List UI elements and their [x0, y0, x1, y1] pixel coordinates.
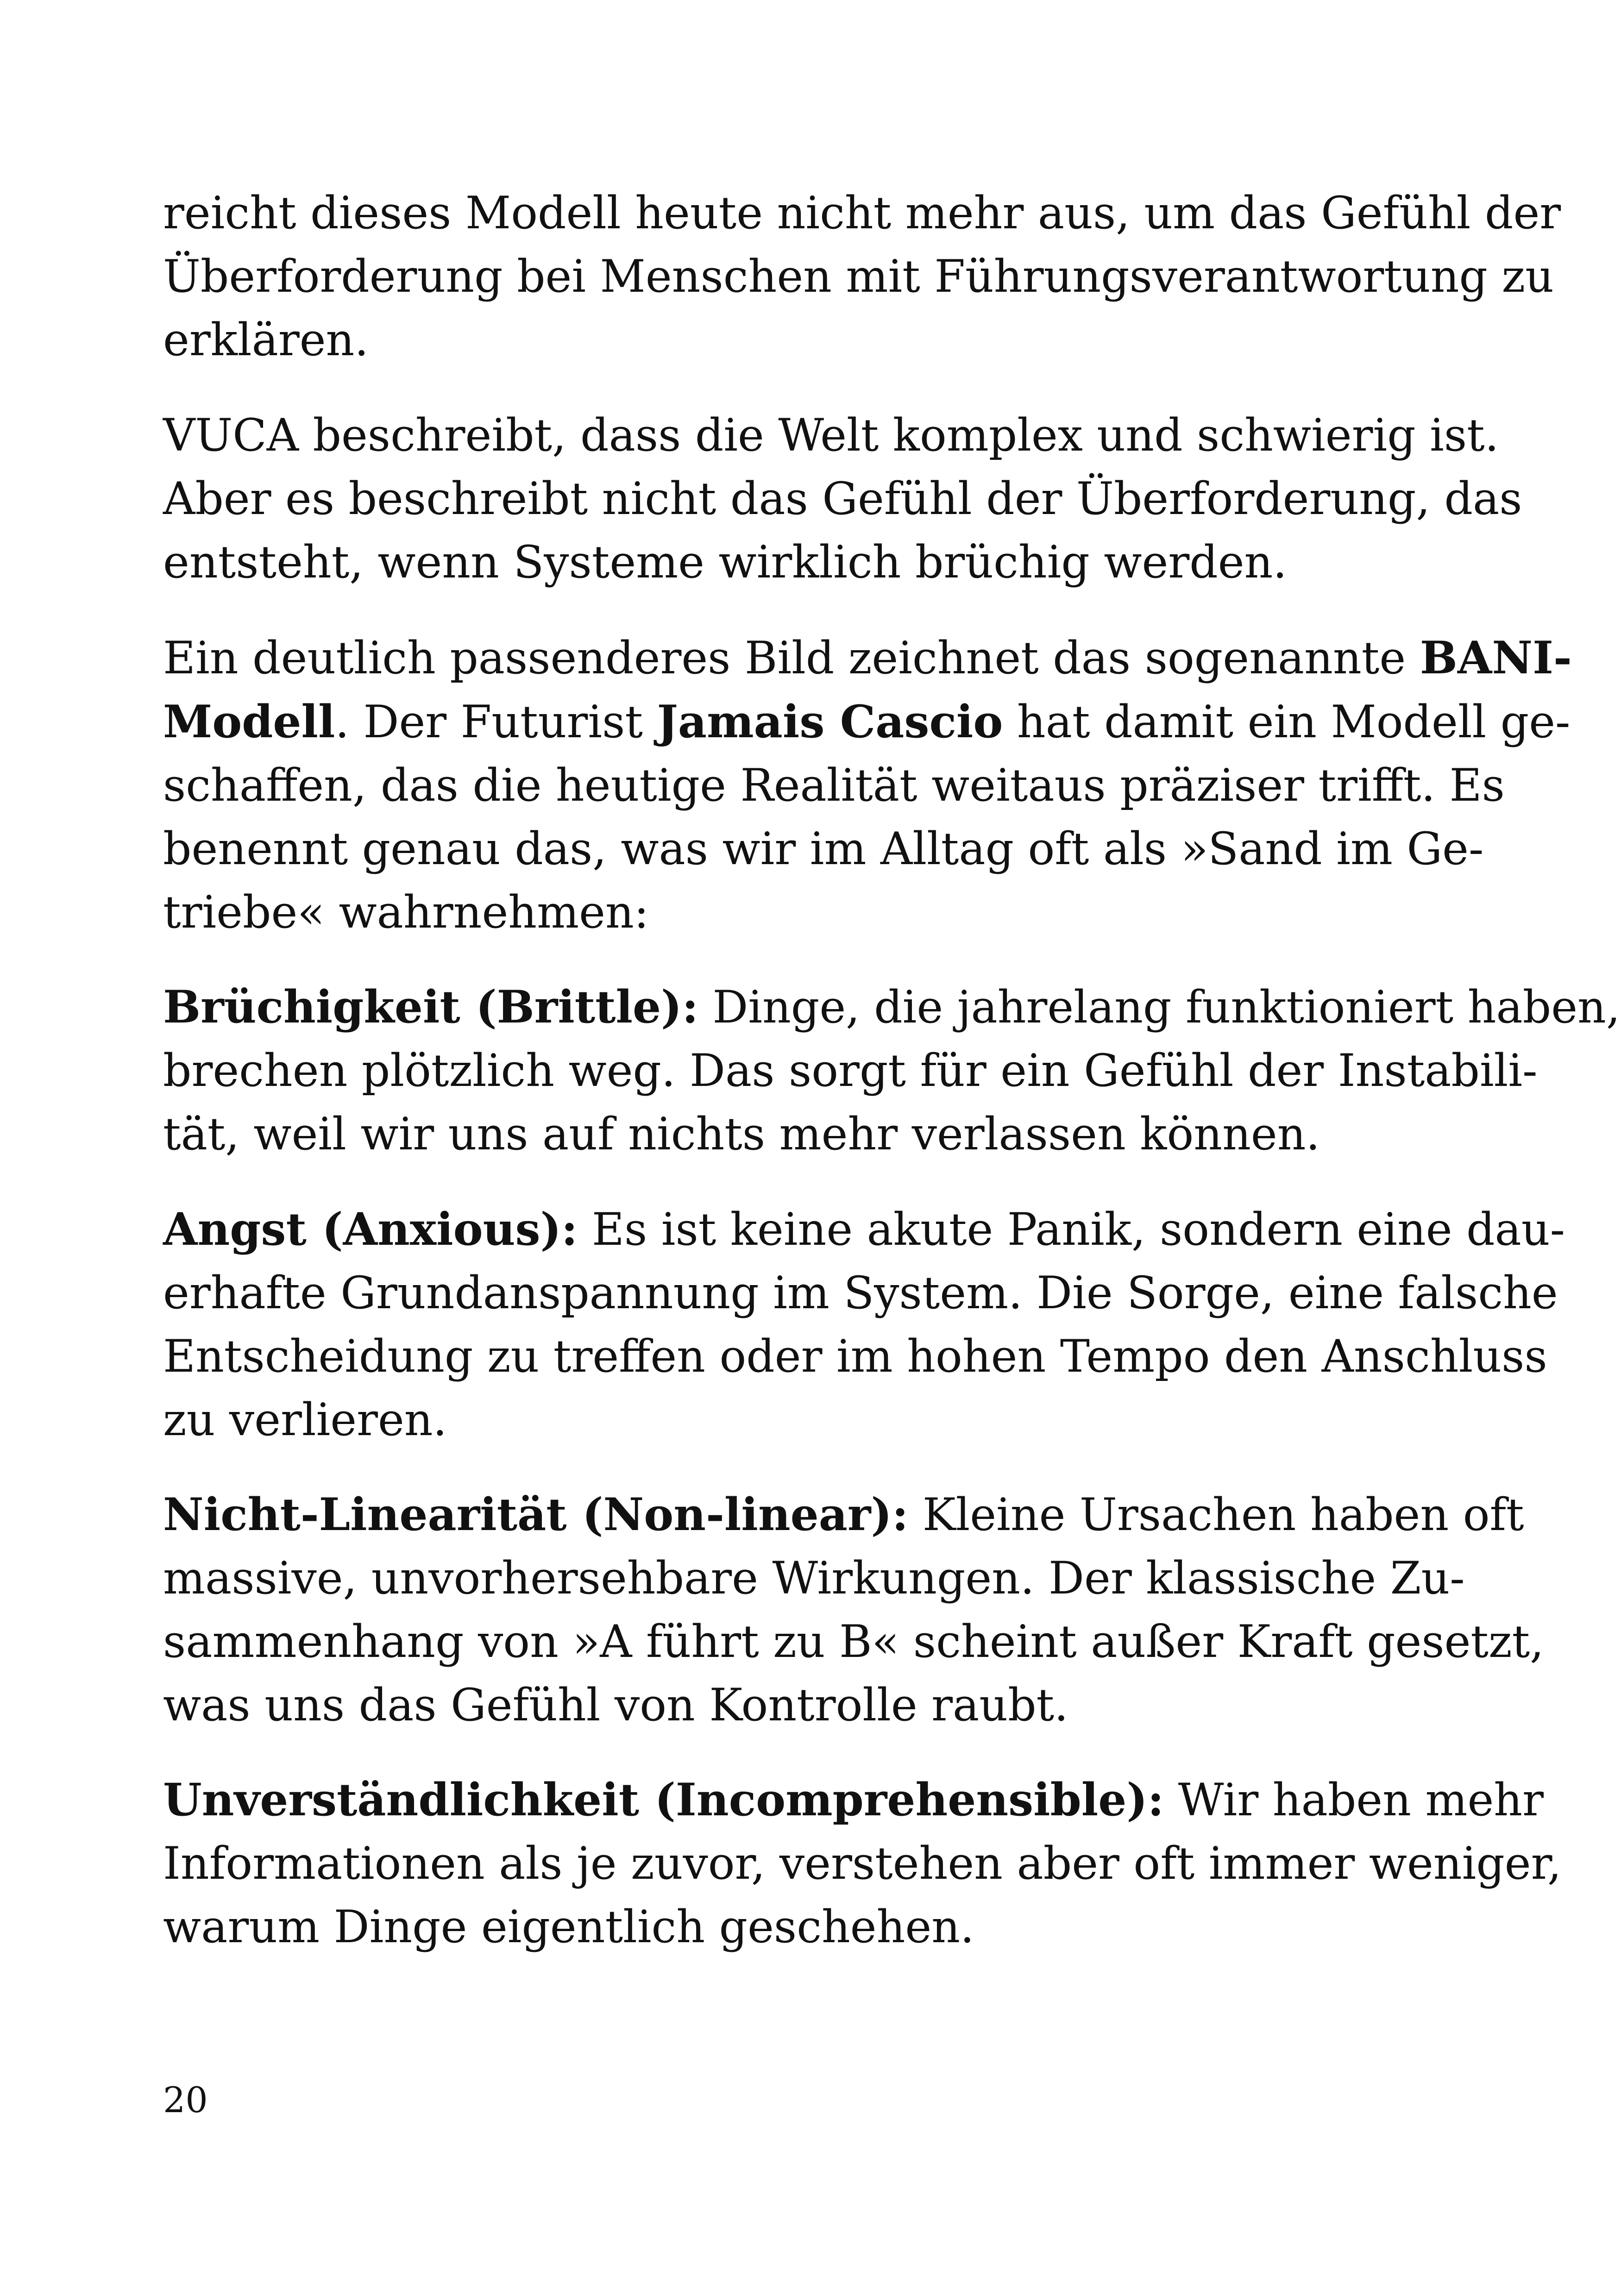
text-line	[163, 1483, 1524, 1547]
text-line	[163, 1388, 1443, 1452]
text-line	[163, 1895, 1443, 1959]
text-line	[163, 1768, 1544, 1832]
text-line	[163, 1261, 1558, 1325]
bold-term: Brüchigkeit (Brittle):	[163, 981, 698, 1033]
text-line	[163, 467, 1522, 531]
bold-term: Modell	[163, 696, 335, 748]
bold-term: Unverständlichkeit (Incomprehensible):	[163, 1774, 1164, 1826]
text-run: erklären.	[163, 314, 369, 366]
text-line	[163, 690, 1571, 754]
text-run: Aber es beschreibt nicht das Gefühl der Überforderung, das	[163, 473, 1522, 525]
text-run: sammenhang von »A führt zu B« scheint außer Kraft gesetzt,	[163, 1616, 1544, 1668]
text-line	[163, 1674, 1443, 1737]
page-number: 20	[163, 2079, 208, 2120]
text-run: brechen plötzlich weg. Das sorgt für ein Gefühl der Instabili-	[163, 1045, 1538, 1097]
text-line	[163, 1039, 1538, 1103]
text-line	[163, 531, 1443, 594]
text-run: Es ist keine akute Panik, sondern eine dau-	[578, 1204, 1565, 1255]
text-run: Dinge, die jahrelang funktioniert haben,	[698, 981, 1621, 1033]
text-run: was uns das Gefühl von Kontrolle raubt.	[163, 1679, 1068, 1731]
text-line	[163, 1103, 1443, 1166]
text-run: zu verlieren.	[163, 1394, 447, 1446]
text-line	[163, 1610, 1544, 1674]
bold-term: Jamais Cascio	[657, 696, 1003, 748]
text-line	[163, 182, 1561, 245]
text-run: Wir haben mehr	[1164, 1774, 1544, 1826]
text-line	[163, 404, 1499, 467]
text-run: Ein deutlich passenderes Bild zeichnet das sogenannte	[163, 632, 1420, 684]
paragraph-brittle	[163, 975, 1621, 1166]
text-line	[163, 1547, 1465, 1610]
text-line	[163, 975, 1621, 1039]
text-line	[163, 817, 1484, 881]
text-run: . Der Futurist	[335, 696, 657, 748]
paragraph-anxious	[163, 1198, 1565, 1452]
text-run: entsteht, wenn Systeme wirklich brüchig werden.	[163, 536, 1287, 588]
text-run: Informationen als je zuvor, verstehen aber oft immer weniger,	[163, 1838, 1562, 1889]
text-run: warum Dinge eigentlich geschehen.	[163, 1901, 974, 1953]
bold-term: Nicht-Linearität (Non-linear):	[163, 1488, 909, 1541]
text-line	[163, 626, 1572, 690]
text-line	[163, 1832, 1562, 1895]
text-line	[163, 1325, 1547, 1388]
text-line	[163, 754, 1505, 817]
text-run: Kleine Ursachen haben oft	[908, 1489, 1524, 1541]
paragraph-incomprehensible	[163, 1768, 1562, 1959]
text-run: reicht dieses Modell heute nicht mehr aus, um das Gefühl der	[163, 187, 1561, 239]
bold-term: Angst (Anxious):	[163, 1203, 578, 1255]
paragraph-bani-intro	[163, 626, 1572, 944]
text-run: triebe« wahrnehmen:	[163, 886, 649, 938]
bold-term: BANI-	[1420, 632, 1572, 684]
text-line	[163, 245, 1554, 308]
text-run: hat damit ein Modell ge-	[1003, 696, 1571, 748]
text-run: massive, unvorhersehbare Wirkungen. Der klassische Zu-	[163, 1552, 1465, 1604]
text-run: VUCA beschreibt, dass die Welt komplex und schwierig ist.	[163, 409, 1499, 461]
text-run: Entscheidung zu treffen oder im hohen Tempo den Anschluss	[163, 1330, 1547, 1382]
text-run: benennt genau das, was wir im Alltag oft als »Sand im Ge-	[163, 823, 1484, 875]
paragraph-nonlinear	[163, 1483, 1544, 1737]
text-run: tät, weil wir uns auf nichts mehr verlassen können.	[163, 1108, 1320, 1160]
text-run: Überforderung bei Menschen mit Führungsverantwortung zu	[163, 251, 1554, 302]
paragraph-1	[163, 182, 1561, 372]
text-line	[163, 308, 1443, 372]
text-run: erhafte Grundanspannung im System. Die Sorge, eine falsche	[163, 1267, 1558, 1319]
text-line	[163, 881, 1443, 944]
text-line	[163, 1198, 1565, 1261]
text-run: schaffen, das die heutige Realität weitaus präziser trifft. Es	[163, 759, 1505, 811]
paragraph-vuca	[163, 404, 1522, 594]
